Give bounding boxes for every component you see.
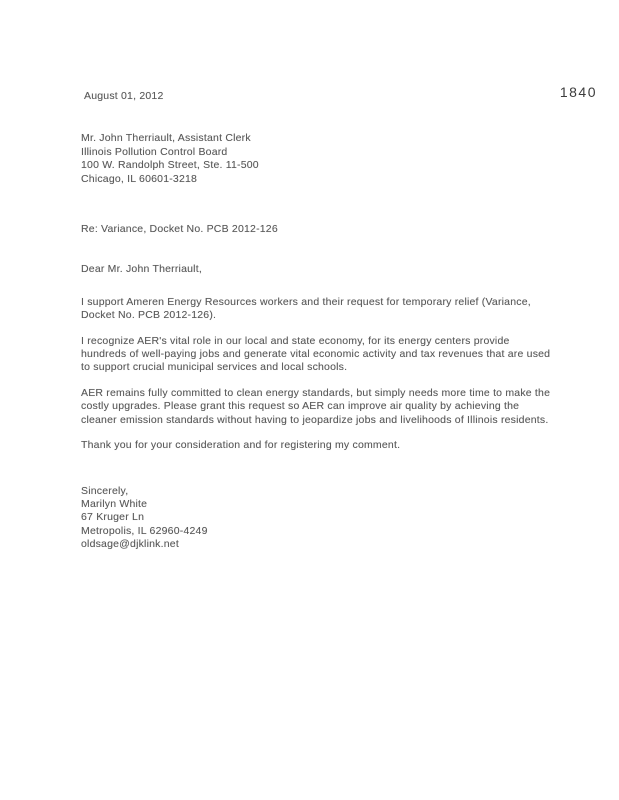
signature-email: oldsage@djklink.net xyxy=(81,538,179,551)
recipient-address-block xyxy=(81,132,553,186)
salutation: Dear Mr. John Therriault, xyxy=(81,263,202,276)
recipient-name-line: Mr. John Therriault, Assistant Clerk xyxy=(81,132,251,145)
paragraph-standards: AER remains fully committed to clean energy standards, but simply needs more time to make the costly upgrades. Please grant this request so AER can improve air quality by achieving the cleaner emission standards without having to jeopardize jobs and livelihoods of Illinois residents. xyxy=(81,386,551,426)
signature-block xyxy=(81,498,553,552)
recipient-city-line: Chicago, IL 60601-3218 xyxy=(81,172,198,185)
recipient-street-line: 100 W. Randolph Street, Ste. 11-500 xyxy=(81,159,259,172)
paragraph-economy: I recognize AER's vital role in our local and state economy, for its energy centers provide hundreds of well-paying jobs and generate vital economic activity and tax revenues that are used to support crucial municipal services and local schools. xyxy=(81,334,551,374)
paragraph-thanks: Thank you for your consideration and for registering my comment. xyxy=(81,439,401,452)
recipient-org-line: Illinois Pollution Control Board xyxy=(81,145,228,158)
letter-body xyxy=(81,90,553,552)
page-number: 1840 xyxy=(559,84,597,100)
signature-city: Metropolis, IL 62960-4249 xyxy=(81,524,208,537)
closing: Sincerely, xyxy=(81,484,129,497)
letter-date: August 01, 2012 xyxy=(84,90,164,102)
paragraph-support: I support Ameren Energy Resources workers and their request for temporary relief (Variance, Docket No. PCB 2012-126). xyxy=(81,295,531,322)
signature-name: Marilyn White xyxy=(81,497,148,510)
signature-street: 67 Kruger Ln xyxy=(81,511,145,524)
subject-line: Re: Variance, Docket No. PCB 2012-126 xyxy=(81,223,278,236)
